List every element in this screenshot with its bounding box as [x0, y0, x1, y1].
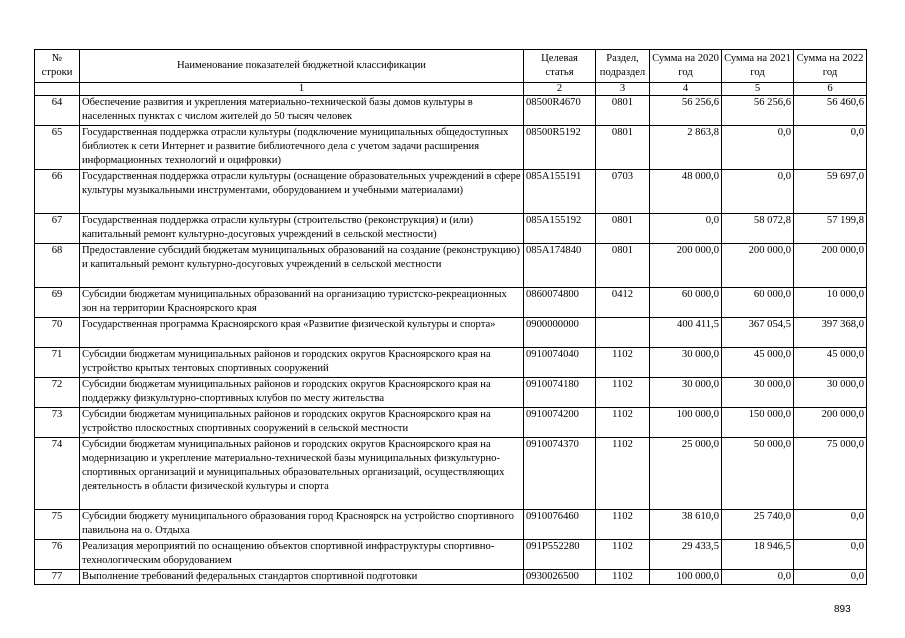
- section-code: 0801: [596, 214, 650, 244]
- row-number: 66: [35, 170, 80, 214]
- sum-2022: 75 000,0: [794, 438, 867, 510]
- section-code: 1102: [596, 510, 650, 540]
- table-body: [35, 96, 867, 585]
- sum-2021: 200 000,0: [722, 244, 794, 288]
- table-row: [35, 348, 867, 378]
- sum-2020: 25 000,0: [650, 438, 722, 510]
- sum-2021: 0,0: [722, 126, 794, 170]
- row-number: 70: [35, 318, 80, 348]
- table-row: [35, 570, 867, 585]
- indicator-name: Выполнение требований федеральных стандартов спортивной подготовки: [80, 570, 524, 585]
- sum-2021: 45 000,0: [722, 348, 794, 378]
- sum-2021: 0,0: [722, 570, 794, 585]
- column-index-blank: [35, 83, 80, 96]
- table-row: [35, 244, 867, 288]
- row-number: 69: [35, 288, 80, 318]
- column-index: 2: [524, 83, 596, 96]
- sum-2022: 56 460,6: [794, 96, 867, 126]
- table-row: [35, 540, 867, 570]
- sum-2020: 100 000,0: [650, 408, 722, 438]
- sum-2021: 50 000,0: [722, 438, 794, 510]
- column-index: 6: [794, 83, 867, 96]
- table-row: [35, 438, 867, 510]
- table-row: [35, 378, 867, 408]
- table-row: [35, 170, 867, 214]
- indicator-name: Государственная программа Красноярского края «Развитие физической культуры и спорта»: [80, 318, 524, 348]
- column-index: 1: [80, 83, 524, 96]
- sum-2020: 48 000,0: [650, 170, 722, 214]
- sum-2021: 56 256,6: [722, 96, 794, 126]
- section-code: 1102: [596, 438, 650, 510]
- header-sum-2020: Сумма на 2020 год: [650, 50, 722, 83]
- column-index: 3: [596, 83, 650, 96]
- table-row: [35, 96, 867, 126]
- budget-table: [34, 49, 867, 585]
- sum-2021: 58 072,8: [722, 214, 794, 244]
- indicator-name: Государственная поддержка отрасли культуры (подключение муниципальных общедоступных библиотек к сети Интернет и развитие библиотечного дела с учетом задачи расширения информационных технологий и оцифровки): [80, 126, 524, 170]
- sum-2022: 0,0: [794, 540, 867, 570]
- indicator-name: Субсидии бюджету муниципального образования город Красноярск на устройство спортивного павильона на о. Отдыха: [80, 510, 524, 540]
- target-article: 085A155191: [524, 170, 596, 214]
- target-article: 0860074800: [524, 288, 596, 318]
- section-code: 1102: [596, 348, 650, 378]
- target-article: 08500R4670: [524, 96, 596, 126]
- indicator-name: Государственная поддержка отрасли культуры (оснащение образовательных учреждений в сфере культуры музыкальными инструментами, оборудованием и учебными материалами): [80, 170, 524, 214]
- sum-2020: 0,0: [650, 214, 722, 244]
- sum-2022: 45 000,0: [794, 348, 867, 378]
- sum-2020: 100 000,0: [650, 570, 722, 585]
- indicator-name: Субсидии бюджетам муниципальных районов и городских округов Красноярского края на устройство плоскостных спортивных сооружений в сельской местности: [80, 408, 524, 438]
- indicator-name: Субсидии бюджетам муниципальных районов и городских округов Красноярского края на модернизацию и укрепление материально-технической базы муниципальных физкультурно-спортивных организаций и муниципальных образовательных организаций, осуществляющих деятельность в области физической культуры и спорта: [80, 438, 524, 510]
- section-code: 0412: [596, 288, 650, 318]
- row-number: 64: [35, 96, 80, 126]
- section-code: 0801: [596, 244, 650, 288]
- sum-2021: 150 000,0: [722, 408, 794, 438]
- sum-2022: 59 697,0: [794, 170, 867, 214]
- target-article: 085A155192: [524, 214, 596, 244]
- sum-2020: 56 256,6: [650, 96, 722, 126]
- sum-2022: 0,0: [794, 510, 867, 540]
- target-article: 0910074040: [524, 348, 596, 378]
- sum-2020: 400 411,5: [650, 318, 722, 348]
- column-index: 5: [722, 83, 794, 96]
- sum-2020: 60 000,0: [650, 288, 722, 318]
- section-code: 0703: [596, 170, 650, 214]
- sum-2021: 0,0: [722, 170, 794, 214]
- table-row: [35, 510, 867, 540]
- column-index: 4: [650, 83, 722, 96]
- sum-2021: 25 740,0: [722, 510, 794, 540]
- indicator-name: Реализация мероприятий по оснащению объектов спортивной инфраструктуры спортивно-технологическим оборудованием: [80, 540, 524, 570]
- row-number: 73: [35, 408, 80, 438]
- row-number: 67: [35, 214, 80, 244]
- target-article: 085A174840: [524, 244, 596, 288]
- sum-2020: 200 000,0: [650, 244, 722, 288]
- row-number: 74: [35, 438, 80, 510]
- table-row: [35, 126, 867, 170]
- indicator-name: Субсидии бюджетам муниципальных районов и городских округов Красноярского края на поддержку физкультурно-спортивных клубов по месту жительства: [80, 378, 524, 408]
- indicator-name: Обеспечение развития и укрепления материально-технической базы домов культуры в населенных пунктах с числом жителей до 50 тысяч человек: [80, 96, 524, 126]
- sum-2021: 30 000,0: [722, 378, 794, 408]
- sum-2020: 29 433,5: [650, 540, 722, 570]
- section-code: 1102: [596, 540, 650, 570]
- row-number: 68: [35, 244, 80, 288]
- target-article: 0930026500: [524, 570, 596, 585]
- page-number: 893: [834, 604, 851, 615]
- target-article: 0910074370: [524, 438, 596, 510]
- section-code: 1102: [596, 570, 650, 585]
- section-code: 1102: [596, 378, 650, 408]
- target-article: 091P552280: [524, 540, 596, 570]
- header-indicator-name: Наименование показателей бюджетной классификации: [80, 50, 524, 83]
- indicator-name: Субсидии бюджетам муниципальных районов и городских округов Красноярского края на устройство крытых тентовых спортивных сооружений: [80, 348, 524, 378]
- indicator-name: Предоставление субсидий бюджетам муниципальных образований на создание (реконструкцию) и капитальный ремонт культурно-досуговых учреждений в сельской местности: [80, 244, 524, 288]
- header-row-number: № строки: [35, 50, 80, 83]
- sum-2020: 38 610,0: [650, 510, 722, 540]
- section-code: 1102: [596, 408, 650, 438]
- target-article: 0910074200: [524, 408, 596, 438]
- indicator-name: Государственная поддержка отрасли культуры (строительство (реконструкция) и (или) капитальный ремонт культурно-досуговых учреждений в сельской местности): [80, 214, 524, 244]
- table-row: [35, 214, 867, 244]
- column-index-row: [35, 83, 867, 96]
- section-code: 0801: [596, 126, 650, 170]
- row-number: 77: [35, 570, 80, 585]
- sum-2022: 200 000,0: [794, 244, 867, 288]
- row-number: 76: [35, 540, 80, 570]
- row-number: 65: [35, 126, 80, 170]
- sum-2022: 10 000,0: [794, 288, 867, 318]
- table-row: [35, 288, 867, 318]
- sum-2022: 0,0: [794, 126, 867, 170]
- target-article: 0910076460: [524, 510, 596, 540]
- section-code: [596, 318, 650, 348]
- sum-2022: 30 000,0: [794, 378, 867, 408]
- sum-2020: 30 000,0: [650, 348, 722, 378]
- row-number: 71: [35, 348, 80, 378]
- target-article: 0900000000: [524, 318, 596, 348]
- sum-2021: 367 054,5: [722, 318, 794, 348]
- row-number: 72: [35, 378, 80, 408]
- target-article: 0910074180: [524, 378, 596, 408]
- sum-2021: 18 946,5: [722, 540, 794, 570]
- table-row: [35, 318, 867, 348]
- sum-2022: 57 199,8: [794, 214, 867, 244]
- target-article: 08500R5192: [524, 126, 596, 170]
- sum-2022: 397 368,0: [794, 318, 867, 348]
- sum-2020: 30 000,0: [650, 378, 722, 408]
- header-sum-2022: Сумма на 2022 год: [794, 50, 867, 83]
- table-row: [35, 408, 867, 438]
- header-section: Раздел, подраздел: [596, 50, 650, 83]
- header-sum-2021: Сумма на 2021 год: [722, 50, 794, 83]
- section-code: 0801: [596, 96, 650, 126]
- header-target-article: Целевая статья: [524, 50, 596, 83]
- header-row: [35, 50, 867, 83]
- sum-2022: 200 000,0: [794, 408, 867, 438]
- sum-2021: 60 000,0: [722, 288, 794, 318]
- sum-2022: 0,0: [794, 570, 867, 585]
- row-number: 75: [35, 510, 80, 540]
- indicator-name: Субсидии бюджетам муниципальных образований на организацию туристско-рекреационных зон на территории Красноярского края: [80, 288, 524, 318]
- sum-2020: 2 863,8: [650, 126, 722, 170]
